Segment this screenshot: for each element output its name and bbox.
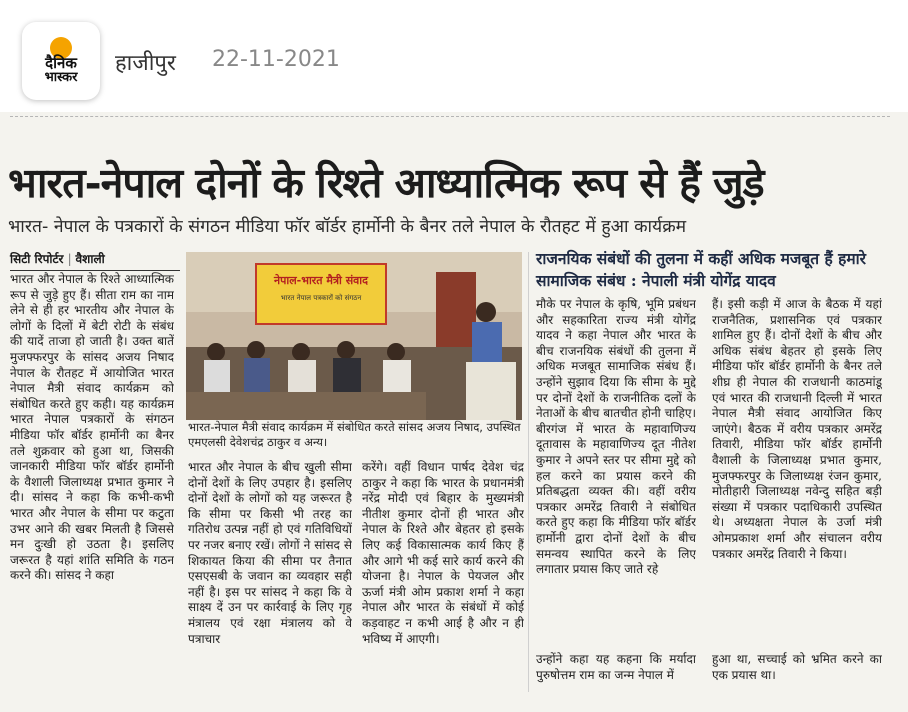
logo-line1: दैनिक [45,54,77,72]
photo-caption: भारत-नेपाल मैत्री संवाद कार्यक्रम में संबोधित करते सांसद अजय निषाद, उपस्थित एमएलसी देवेशचंद्र ठाकुर व अन्य। [188,420,521,449]
edition-name[interactable]: हाजीपुर [115,51,176,76]
dainik-bhaskar-logo[interactable] [22,22,100,100]
clip-edge [10,116,890,124]
article-subheadline: भारत- नेपाल के पत्रकारों के संगठन मीडिया फॉर बॉर्डर हार्मोनी के बैनर तले नेपाल के रौतहट में हुआ कार्यक्रम [8,217,687,237]
article-column-2: भारत और नेपाल के बीच खुली सीमा दोनों देशों के लिए उपहार है। इसलिए दोनों देशों के लोगों को यह जरूरत है कि सीमा पर किसी भी तरह का गतिरोध उत्पन्न नहीं हो एवं गतिविधियों पर नजर बनाए रखें। लोगों ने सांसद से शिकायत किया की सीमा पर तैनात एसएसबी के जवान का व्यवहार सही नहीं है। इस पर सांसद ने कहा कि वे साक्ष्य दें उन पर कार्रवाई के लिए गृह मंत्रालय एवं रक्षा मंत्रालय को वे पत्राचार [188,460,352,646]
photo-banner-subtitle: भारत नेपाल पत्रकारों को संगठन [280,294,362,302]
byline-place: वैशाली [75,252,105,266]
article-column-4-continued: उन्होंने कहा यह कहना कि मर्यादा पुरुषोत्तम राम का जन्म नेपाल में [536,652,696,682]
article-column-5-continued: हुआ था, सच्चाई को भ्रमित करने का एक प्रयास था। [712,652,882,682]
article-headline: भारत-नेपाल दोनों के रिश्ते आध्यात्मिक रूप से हैं जुड़े [8,159,764,207]
epaper-clipping [0,112,908,712]
column-divider [528,252,529,692]
event-photo [186,252,522,420]
article-column-3: करेंगे। वहीं विधान पार्षद देवेश चंद्र ठाकुर ने कहा कि भारत के प्रधानमंत्री नरेंद्र मोदी एवं बिहार के मुख्यमंत्री नीतीश कुमार दोनों ही भारत और नेपाल के रिश्ते और बेहतर हो इसके लिए कई विकासात्मक कार्य किए हैं और आगे भी कई सारे कार्य करने की योजना है। नेपाल के पेयजल और ऊर्जा मंत्री ओम प्रकाश शर्मा ने कहा नेपाल और भारत के संबंधों में कोई कड़वाहट न कभी आई है और न ही भविष्य में आएगी। [362,460,524,646]
byline: सिटी रिपोर्टर | वैशाली [10,250,180,271]
article-column-4: मौके पर नेपाल के कृषि, भूमि प्रबंधन और सहकारिता राज्य मंत्री योगेंद्र यादव ने कहा नेपाल और भारत के बीच राजनयिक संबंधों की तुलना में अधिक मजबूत सामाजिक संबंध हैं। उन्होंने सुझाव दिया कि सीमा के मुद्दे पर दोनों देशों के राजनीतिक दलों के नेताओं के बीच बातचीत होनी चाहिए। बीरगंज में भारत के महावाणिज्य दूतावास के महावाणिज्य दूत नीतेश कुमार ने अपने स्तर पर सीमा मुद्दे को हल करने का प्रयास करने की प्रतिबद्धता व्यक्त की। वहीं वरीय पत्रकार अमरेंद्र तिवारी ने संबोधित करते हुए कहा कि मीडिया फॉर बॉर्डर हार्मोनी द्वारा दोनों देशों के बीच समन्वय स्थापित करने के लिए लगातार प्रयास किए जाते रहे [536,297,696,577]
logo-line2: भास्कर [44,70,78,85]
side-headline: राजनयिक संबंधों की तुलना में कहीं अधिक मजबूत हैं हमारे सामाजिक संबंध : नेपाली मंत्री योगेंद्र यादव [536,249,866,290]
edition-date[interactable]: 22-11-2021 [212,47,340,72]
byline-reporter: सिटी रिपोर्टर [10,252,64,266]
app-header [0,0,908,112]
photo-banner-title: नेपाल-भारत मैत्री संवाद [274,274,368,287]
article-column-5: हैं। इसी कड़ी में आज के बैठक में यहां राजनैतिक, प्रशासनिक एवं पत्रकार शामिल हुए हैं। दोनों देशों के बीच और अधिक संबंध बेहतर हो इसके लिए मीडिया फॉर बॉर्डर हार्मोनी के बैनर तले शीघ्र ही नेपाल की राजधानी काठमांडू एवं भारत की राजधानी दिल्ली में भारत नेपाल मैत्री संवाद आयोजित किए जाएंगे। बैठक में वरीय पत्रकार अमरेंद्र तिवारी, मीडिया फॉर बॉर्डर हार्मोनी वैशाली के जिलाध्यक्ष प्रभात कुमार, मुजफ्फरपुर के जिलाध्यक्ष रंजन कुमार, मोतीहारी जिलाध्यक्ष नवेन्दु सहित बड़ी संख्या में पत्रकार पदाधिकारी उपस्थित थे। अध्यक्षता नेपाल के उर्जा मंत्री ओमप्रकाश शर्मा और संचालन वरीय पत्रकार अमरेंद्र तिवारी ने किया। [712,297,882,561]
article-column-1: भारत और नेपाल के रिश्ते आध्यात्मिक रूप से जुड़े हुए हैं। सीता राम का नाम लेने से ही हर भारतीय और नेपाल के लोगों के दिलों में बेटी रोटी के संबंध की यादें ताजा हो जाती है। उक्त बातें मुजफ्फरपुर के सांसद अजय निषाद नेपाल के रौतहट में आयोजित भारत नेपाल मैत्री संवाद कार्यक्रम को संबोधित करते हुए कही। यह कार्यक्रम भारत नेपाल पत्रकारों के संगठन मीडिया फॉर बॉर्डर हार्मोनी का बैनर तले शुक्रवार को हुआ था, जिसकी जानकारी मीडिया फॉर बॉर्डर हार्मोनी के वैशाली जिलाध्यक्ष प्रभात कुमार ने दी। सांसद ने कहा कि कभी-कभी भारत और नेपाल के सीमा पर कटुता उभर आने की खबर मिलती है जिससे मन दुःखी हो उठता है। इसलिए जरूरत है यहां शांति समिति के गठन करने की। सांसद ने कहा [10,272,174,583]
